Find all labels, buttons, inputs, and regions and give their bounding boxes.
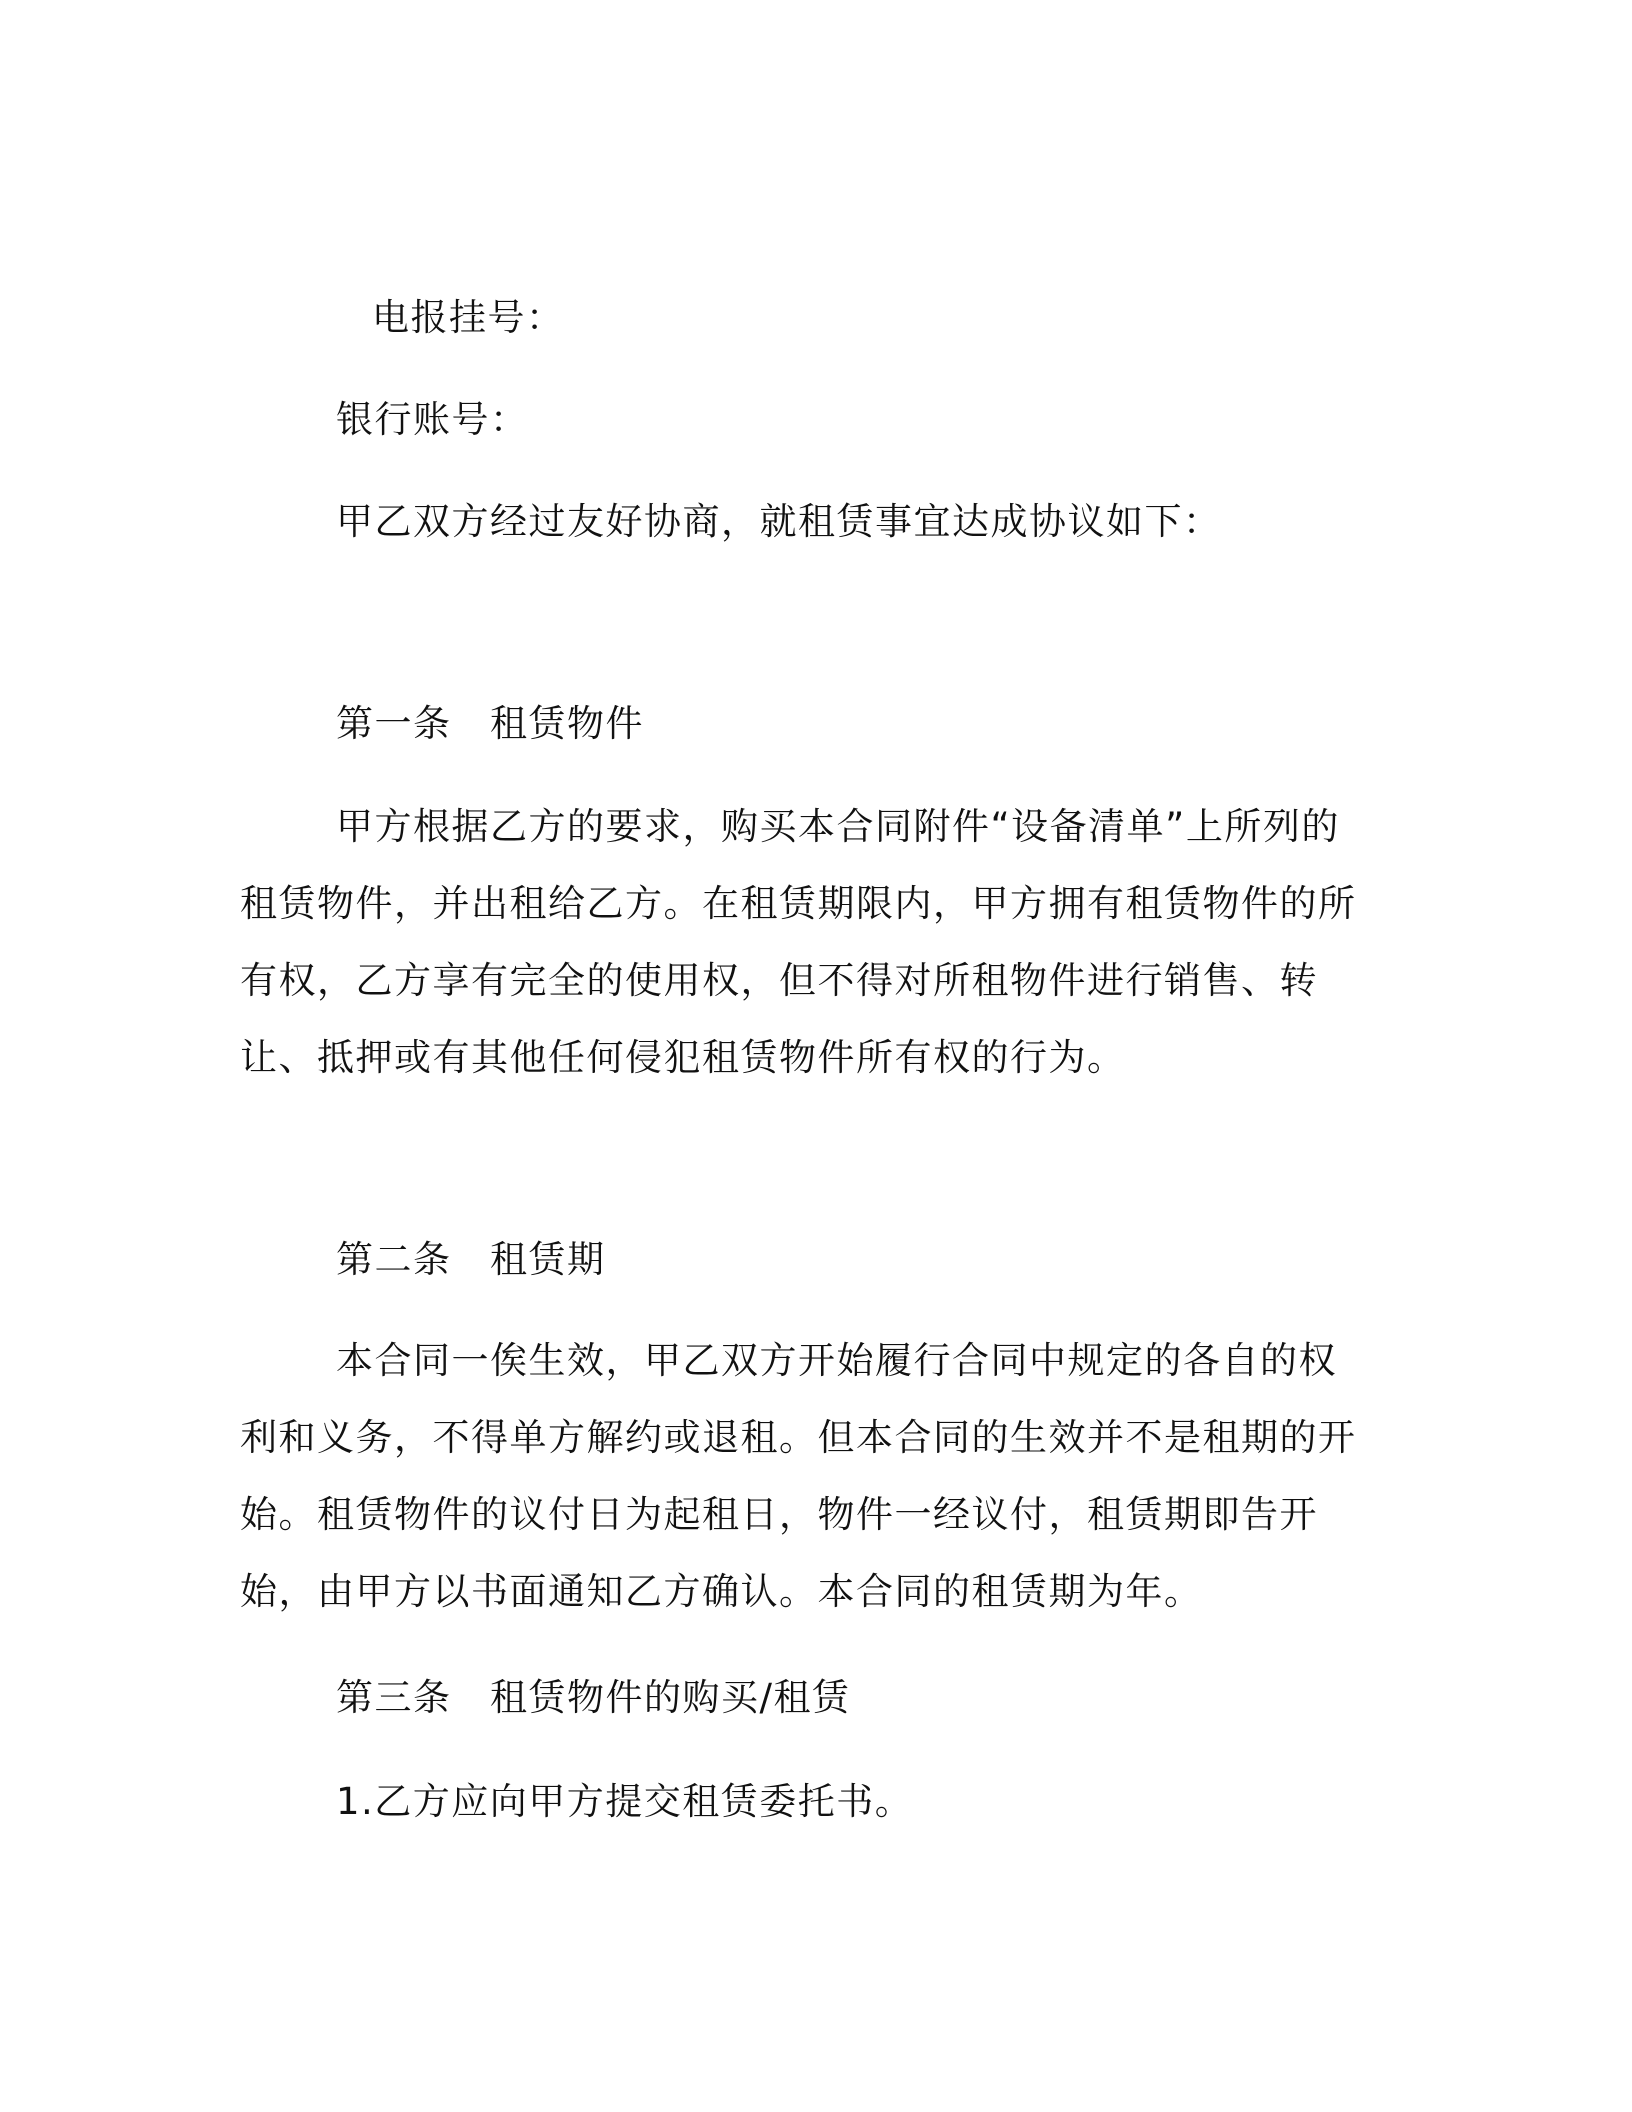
article-1-heading: 第一条 租赁物件 xyxy=(336,702,644,745)
article-3-heading: 第三条 租赁物件的购买/租赁 xyxy=(336,1676,851,1719)
article-2-body: 本合同一俟生效，甲乙双方开始履行合同中规定的各自的权利和义务，不得单方解约或退租。但本合同的生效并不是租期的开始。租赁物件的议付日为起租日，物件一经议付，租赁期即告开始，由甲方以书面通知乙方确认。本合同的租赁期为年。 xyxy=(240,1339,1357,1613)
article-2-heading: 第二条 租赁期 xyxy=(336,1238,606,1281)
article-1-body: 甲方根据乙方的要求，购买本合同附件“设备清单”上所列的租赁物件，并出租给乙方。在租赁期限内，甲方拥有租赁物件的所有权，乙方享有完全的使用权，但不得对所租物件进行销售、转让、抵押或有其他任何侵犯租赁物件所有权的行为。 xyxy=(240,805,1357,1079)
article-3-item-1: 1.乙方应向甲方提交租赁委托书。 xyxy=(336,1780,914,1823)
telegraph-number-line: 电报挂号： xyxy=(372,296,565,339)
intro-paragraph: 甲乙双方经过友好协商，就租赁事宜达成协议如下： xyxy=(336,500,1222,543)
bank-account-line: 银行账号： xyxy=(336,398,529,441)
